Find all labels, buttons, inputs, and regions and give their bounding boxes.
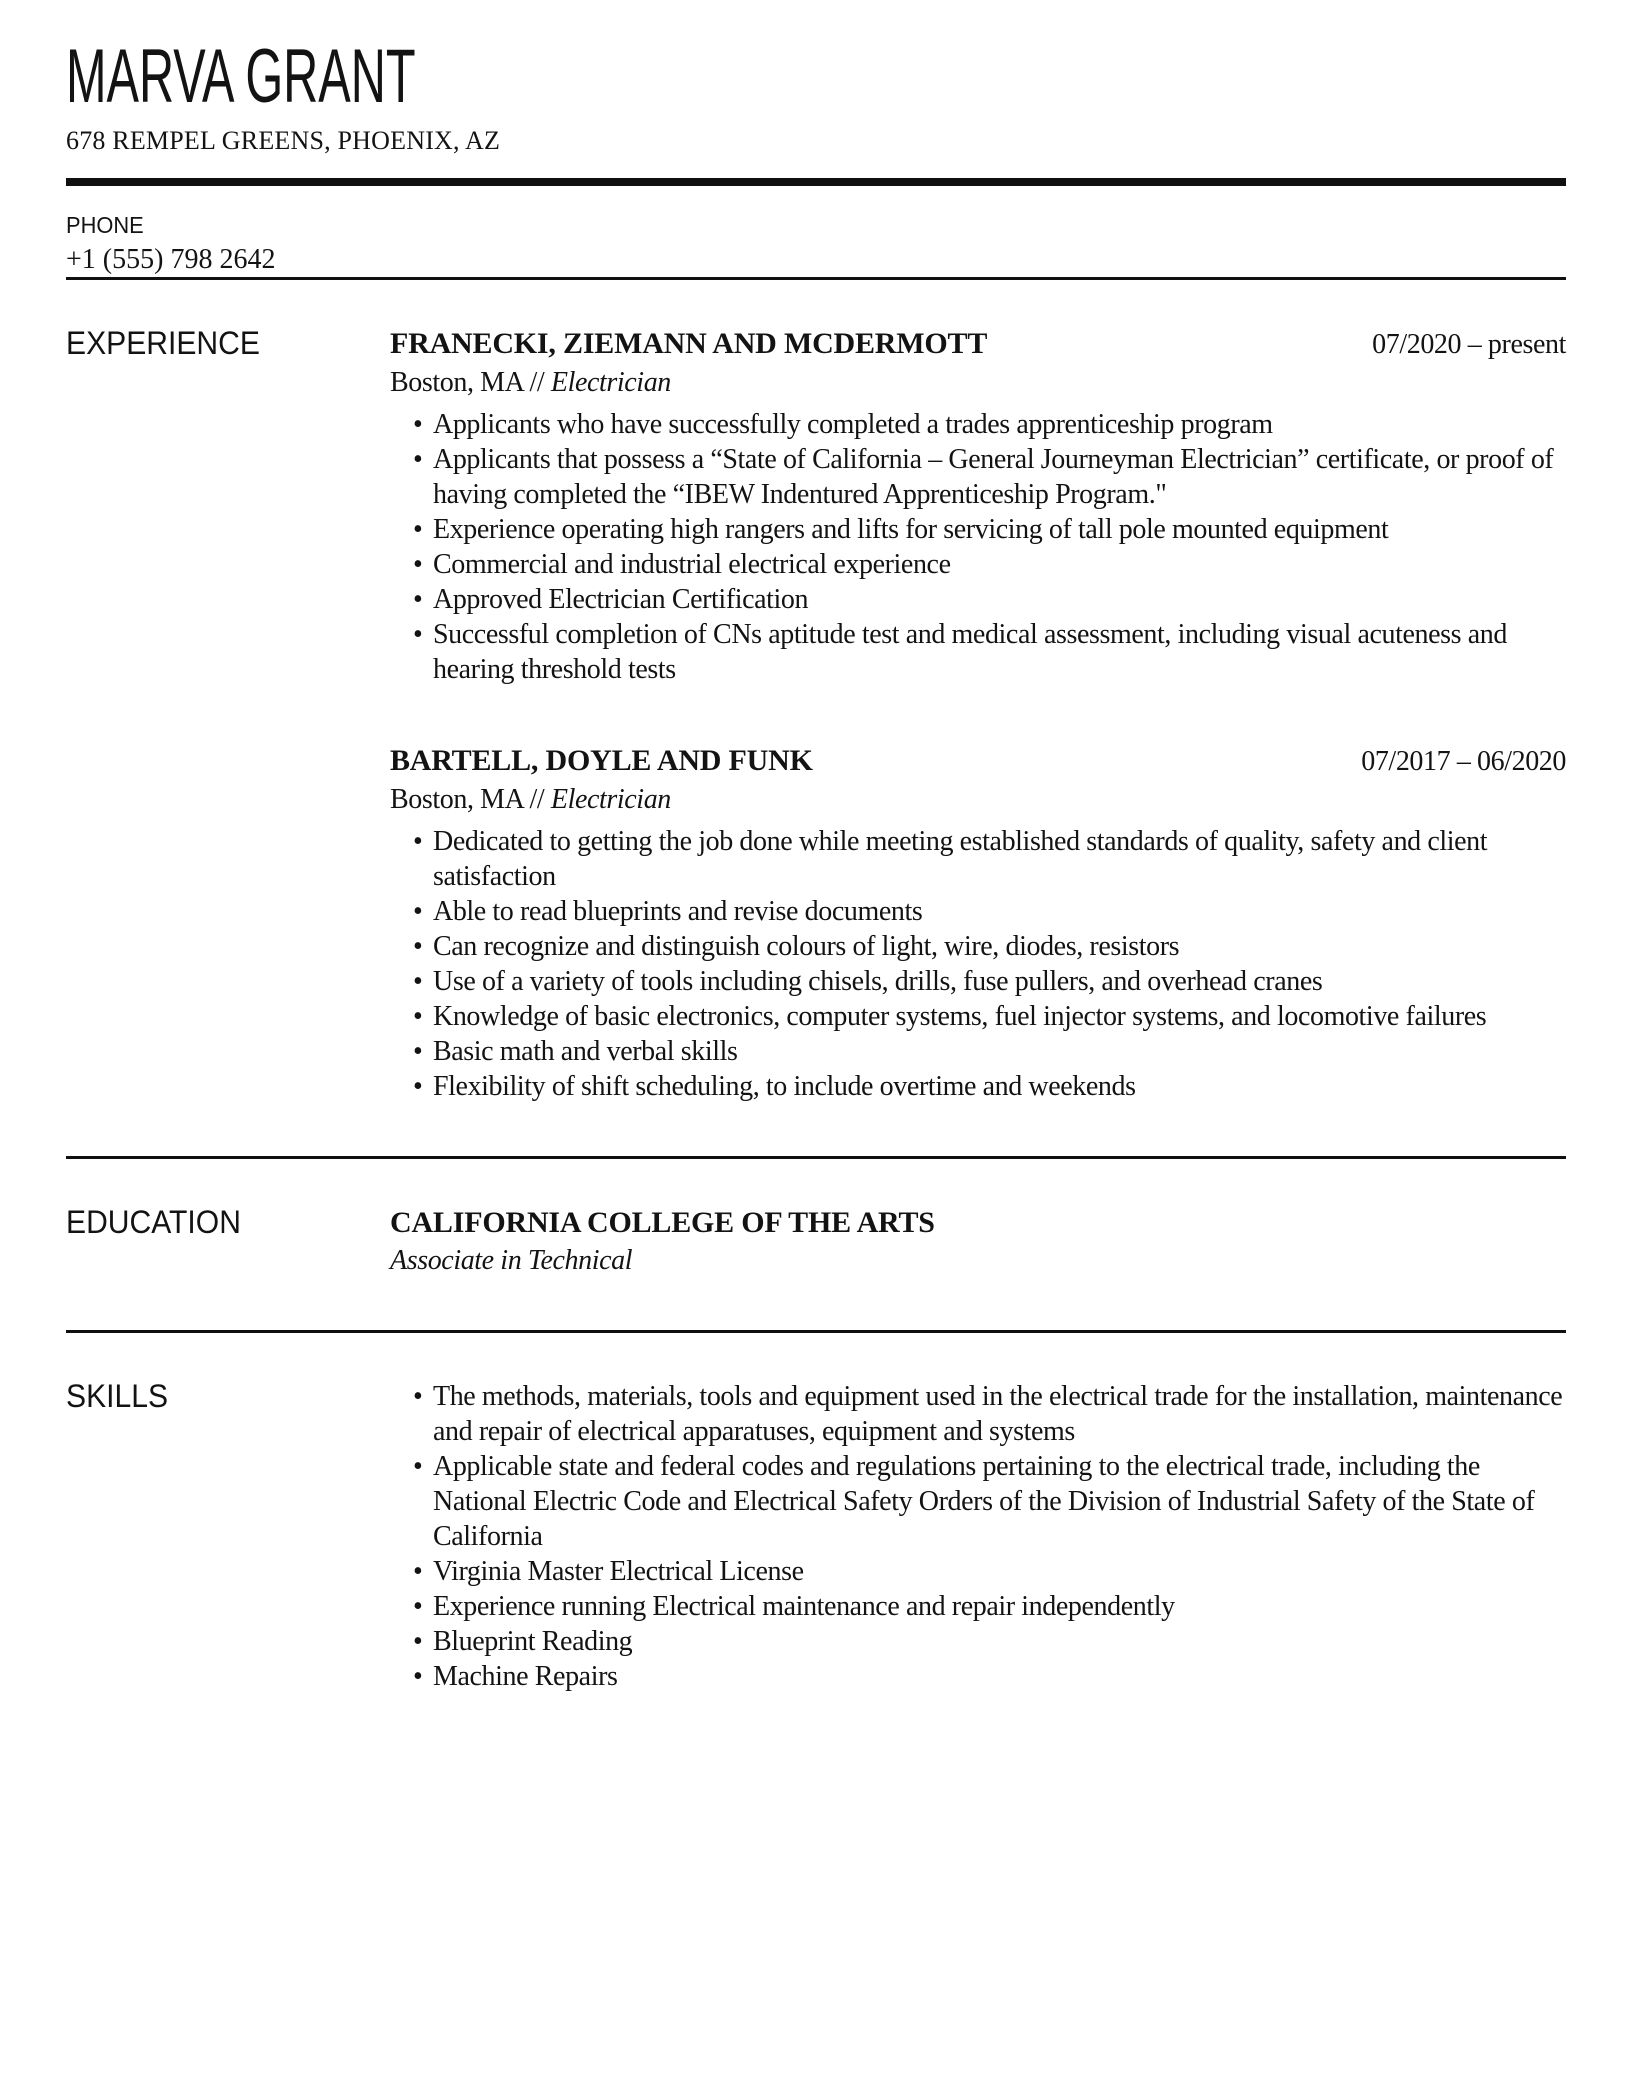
job-location-title xyxy=(390,365,1566,400)
school-name: CALIFORNIA COLLEGE OF THE ARTS xyxy=(390,1206,935,1239)
skill-bullet: • Virginia Master Electrical License xyxy=(390,1554,1566,1589)
skill-bullet: • Experience running Electrical maintenance and repair independently xyxy=(390,1589,1566,1624)
experience-label: EXPERIENCE xyxy=(66,325,260,361)
skill-bullet: • Blueprint Reading xyxy=(390,1624,1566,1659)
company-name: FRANECKI, ZIEMANN AND MCDERMOTT xyxy=(390,327,988,360)
job-location-title xyxy=(390,782,1566,817)
header-divider xyxy=(66,178,1566,186)
job-location: Boston, MA // xyxy=(390,367,551,398)
education-label-cell xyxy=(66,1205,390,1278)
skills-label: SKILLS xyxy=(66,1378,169,1414)
experience-bullet: • Applicants that possess a “State of California – General Journeyman Electrician” certificate, or proof of having completed the “IBEW Indentured Apprenticeship Program." xyxy=(390,442,1566,512)
header xyxy=(66,34,1566,156)
candidate-name: MARVA GRANT xyxy=(66,34,416,119)
job-header xyxy=(390,743,1566,779)
experience-label-cell xyxy=(66,326,390,1104)
job-dates: 07/2020 – present xyxy=(1372,329,1566,360)
degree: Associate in Technical xyxy=(390,1245,633,1276)
education-section xyxy=(66,1159,1566,1330)
education-label: EDUCATION xyxy=(66,1204,241,1240)
experience-bullet: • Knowledge of basic electronics, computer systems, fuel injector systems, and locomotive failures xyxy=(390,999,1566,1034)
phone-label: PHONE xyxy=(66,212,144,238)
contact-block xyxy=(66,212,1566,277)
experience-bullet: • Commercial and industrial electrical experience xyxy=(390,547,1566,582)
candidate-address: 678 REMPEL GREENS, PHOENIX, AZ xyxy=(66,126,501,155)
experience-bullet: • Successful completion of CNs aptitude test and medical assessment, including visual acuteness and hearing threshold tests xyxy=(390,617,1566,687)
job-location: Boston, MA // xyxy=(390,784,551,815)
experience-bullet: • Applicants who have successfully completed a trades apprenticeship program xyxy=(390,407,1566,442)
experience-bullet: • Basic math and verbal skills xyxy=(390,1034,1566,1069)
experience-section xyxy=(66,280,1566,1156)
company-name: BARTELL, DOYLE AND FUNK xyxy=(390,744,813,777)
skill-bullet: • The methods, materials, tools and equipment used in the electrical trade for the installation, maintenance and repair of electrical apparatuses, equipment and systems xyxy=(390,1379,1566,1449)
experience-bullet: • Can recognize and distinguish colours of light, wire, diodes, resistors xyxy=(390,929,1566,964)
phone-number: +1 (555) 798 2642 xyxy=(66,244,276,275)
skills-label-cell xyxy=(66,1379,390,1694)
skills-section xyxy=(66,1333,1566,1746)
job-bullet-list xyxy=(390,824,1566,1104)
job-title: Electrician xyxy=(550,367,671,398)
experience-bullet: • Experience operating high rangers and lifts for servicing of tall pole mounted equipment xyxy=(390,512,1566,547)
experience-bullet: • Flexibility of shift scheduling, to include overtime and weekends xyxy=(390,1069,1566,1104)
job-dates: 07/2017 – 06/2020 xyxy=(1361,746,1566,777)
job-bullet-list xyxy=(390,407,1566,687)
experience-bullet: • Use of a variety of tools including chisels, drills, fuse pullers, and overhead cranes xyxy=(390,964,1566,999)
skill-bullet: • Machine Repairs xyxy=(390,1659,1566,1694)
skill-bullet: • Applicable state and federal codes and regulations pertaining to the electrical trade, including the National Electric Code and Electrical Safety Orders of the Division of Industrial Safety of the State of California xyxy=(390,1449,1566,1554)
education-content xyxy=(390,1205,1566,1278)
job-title: Electrician xyxy=(550,784,671,815)
job-entry xyxy=(390,743,1566,1104)
skills-content xyxy=(390,1379,1566,1694)
experience-bullet: • Approved Electrician Certification xyxy=(390,582,1566,617)
skills-bullet-list xyxy=(390,1379,1566,1694)
experience-bullet: • Dedicated to getting the job done while meeting established standards of quality, safety and client satisfaction xyxy=(390,824,1566,894)
experience-bullet: • Able to read blueprints and revise documents xyxy=(390,894,1566,929)
experience-content xyxy=(390,326,1566,1104)
job-entry xyxy=(390,326,1566,687)
job-header xyxy=(390,326,1566,362)
